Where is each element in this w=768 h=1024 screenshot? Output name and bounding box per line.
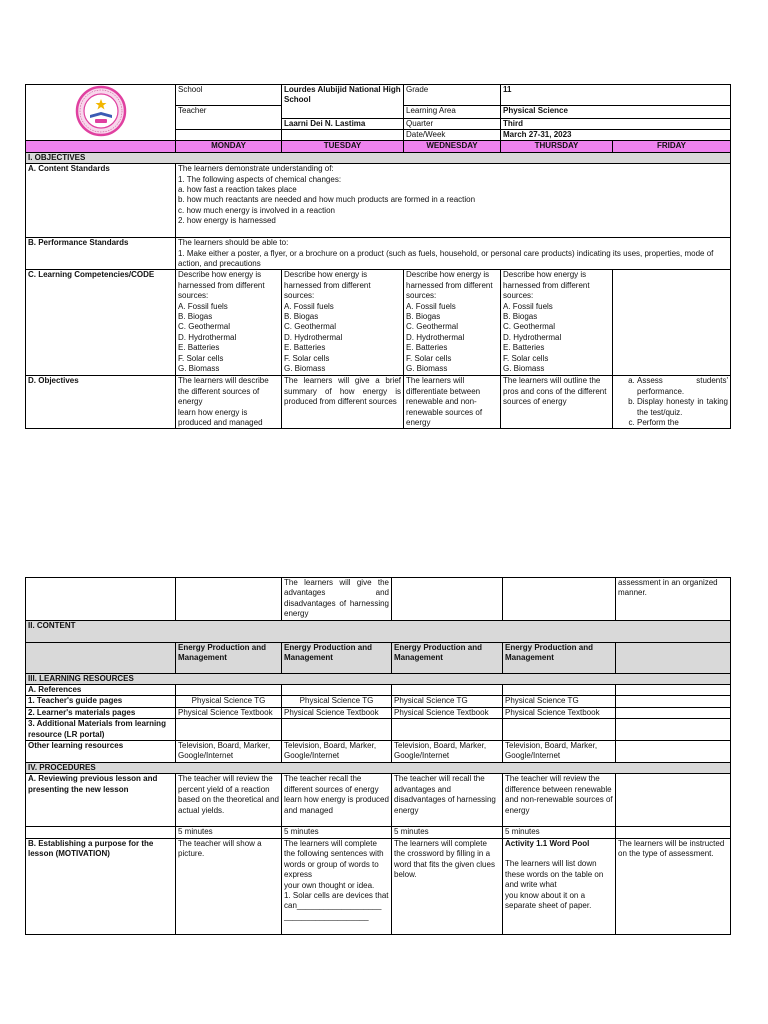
empty-cell bbox=[503, 685, 616, 696]
date-value: March 27-31, 2023 bbox=[501, 130, 731, 141]
day-header-blank bbox=[26, 141, 176, 152]
other-resources-wednesday: Television, Board, Marker, Google/Internet bbox=[392, 741, 503, 763]
reviewing-lesson-label: A. Reviewing previous lesson and presenting the new lesson bbox=[26, 774, 176, 827]
objectives-friday-continued: assessment in an organized manner. bbox=[616, 578, 731, 621]
tg-monday: Physical Science TG bbox=[176, 696, 282, 707]
quarter-label: Quarter bbox=[404, 118, 501, 129]
competencies-tuesday: Describe how energy is harnessed from different sources: A. Fossil fuels B. Biogas C. Geothermal D. Hydrothermal E. Batteries F. Solar cells G. Biomass bbox=[282, 270, 404, 376]
tg-thursday: Physical Science TG bbox=[503, 696, 616, 707]
performance-standards-label: B. Performance Standards bbox=[26, 238, 176, 270]
content-topic-tuesday: Energy Production and Management bbox=[282, 642, 392, 673]
time-wednesday: 5 minutes bbox=[392, 827, 503, 838]
empty-cell bbox=[26, 827, 176, 838]
friday-objective-item: b. Display honesty in taking the test/quiz. bbox=[637, 397, 728, 418]
friday-objective-item: c. Perform the bbox=[637, 418, 728, 428]
empty-cell bbox=[616, 719, 731, 741]
quarter-value: Third bbox=[501, 118, 731, 129]
empty-cell bbox=[503, 578, 616, 621]
empty-cell bbox=[176, 578, 282, 621]
other-resources-label: Other learning resources bbox=[26, 741, 176, 763]
objectives-wednesday: The learners will differentiate between renewable and non-renewable sources of energy bbox=[404, 376, 501, 429]
empty-cell bbox=[392, 685, 503, 696]
lm-thursday: Physical Science Textbook bbox=[503, 707, 616, 718]
empty-cell bbox=[176, 719, 282, 741]
empty-cell bbox=[616, 685, 731, 696]
objectives-friday bbox=[613, 376, 731, 429]
tg-tuesday: Physical Science TG bbox=[282, 696, 392, 707]
empty-cell bbox=[616, 696, 731, 707]
grade-label: Grade bbox=[404, 85, 501, 106]
other-resources-tuesday: Television, Board, Marker, Google/Internet bbox=[282, 741, 392, 763]
objectives-tuesday: The learners will give a brief summary of how energy is produced from different sources bbox=[282, 376, 404, 429]
school-label: School bbox=[176, 85, 282, 106]
competencies-label: C. Learning Competencies/CODE bbox=[26, 270, 176, 376]
empty-cell bbox=[616, 827, 731, 838]
dll-table-page-2 bbox=[25, 577, 731, 935]
empty-cell bbox=[282, 719, 392, 741]
section-learning-resources: III. LEARNING RESOURCES bbox=[26, 673, 731, 684]
activity-description: The learners will list down these words on the table on and write what you know about it on a separate sheet of paper. bbox=[505, 859, 604, 910]
day-header-wednesday: WEDNESDAY bbox=[404, 141, 501, 152]
empty-cell bbox=[616, 741, 731, 763]
friday-objective-item: a. Assess students' performance. bbox=[637, 376, 728, 397]
empty-cell bbox=[176, 130, 282, 141]
lm-wednesday: Physical Science Textbook bbox=[392, 707, 503, 718]
empty-cell bbox=[176, 685, 282, 696]
additional-materials-label: 3. Additional Materials from learning resource (LR portal) bbox=[26, 719, 176, 741]
teacher-label: Teacher bbox=[176, 106, 282, 130]
objectives-monday: The learners will describe the different sources of energy learn how energy is produced and managed bbox=[176, 376, 282, 429]
empty-cell bbox=[392, 719, 503, 741]
empty-cell bbox=[392, 578, 503, 621]
review-tuesday: The teacher recall the different sources of energy learn how energy is produced and managed bbox=[282, 774, 392, 827]
other-resources-monday: Television, Board, Marker, Google/Internet bbox=[176, 741, 282, 763]
competencies-friday bbox=[613, 270, 731, 376]
activity-title: Activity 1.1 Word Pool bbox=[505, 838, 590, 848]
purpose-thursday bbox=[503, 838, 616, 934]
learners-materials-label: 2. Learner's materials pages bbox=[26, 707, 176, 718]
purpose-monday: The teacher will show a picture. bbox=[176, 838, 282, 934]
school-seal-cell bbox=[26, 85, 176, 141]
competencies-monday: Describe how energy is harnessed from different sources: A. Fossil fuels B. Biogas C. Geothermal D. Hydrothermal E. Batteries F. Solar cells G. Biomass bbox=[176, 270, 282, 376]
empty-cell bbox=[282, 685, 392, 696]
establishing-purpose-label: B. Establishing a purpose for the lesson (MOTIVATION) bbox=[26, 838, 176, 934]
content-topic-friday bbox=[616, 642, 731, 673]
empty-cell bbox=[503, 719, 616, 741]
school-value: Lourdes Alubijid National High School bbox=[282, 85, 404, 119]
time-monday: 5 minutes bbox=[176, 827, 282, 838]
day-header-friday: FRIDAY bbox=[613, 141, 731, 152]
learning-area-value: Physical Science bbox=[501, 106, 731, 119]
review-monday: The teacher will review the percent yield of a reaction based on the theoretical and actual yields. bbox=[176, 774, 282, 827]
time-tuesday: 5 minutes bbox=[282, 827, 392, 838]
empty-cell bbox=[616, 707, 731, 718]
friday-objective-list bbox=[615, 376, 728, 428]
teacher-value: Laarni Dei N. Lastima bbox=[282, 118, 404, 129]
objectives-label: D. Objectives bbox=[26, 376, 176, 429]
tg-wednesday: Physical Science TG bbox=[392, 696, 503, 707]
school-seal-logo bbox=[75, 85, 127, 137]
purpose-wednesday: The learners will complete the crossword by filling in a word that fits the given clues below. bbox=[392, 838, 503, 934]
day-header-thursday: THURSDAY bbox=[501, 141, 613, 152]
date-label: Date/Week bbox=[404, 130, 501, 141]
content-standards-label: A. Content Standards bbox=[26, 164, 176, 238]
empty-cell bbox=[282, 130, 404, 141]
grade-value: 11 bbox=[501, 85, 731, 106]
content-topic-thursday: Energy Production and Management bbox=[503, 642, 616, 673]
purpose-tuesday: The learners will complete the following sentences with words or group of words to express your own thought or idea. 1. Solar cells are devices that can___________________ ___________________ bbox=[282, 838, 392, 934]
section-objectives: I. OBJECTIVES bbox=[26, 152, 731, 163]
competencies-thursday: Describe how energy is harnessed from different sources: A. Fossil fuels B. Biogas C. Geothermal D. Hydrothermal E. Batteries F. Solar cells G. Biomass bbox=[501, 270, 613, 376]
competencies-wednesday: Describe how energy is harnessed from different sources: A. Fossil fuels B. Biogas C. Geothermal D. Hydrothermal E. Batteries F. Solar cells G. Biomass bbox=[404, 270, 501, 376]
content-standards-text: The learners demonstrate understanding of: 1. The following aspects of chemical changes: a. how fast a reaction takes place b. how much reactants are needed and how much products are formed in a reaction c. how much energy is involved in a reaction 2. how energy is harnessed bbox=[176, 164, 731, 238]
section-content: II. CONTENT bbox=[26, 620, 731, 642]
day-header-row bbox=[26, 141, 731, 152]
review-thursday: The teacher will review the difference between renewable and non-renewable sources of energy bbox=[503, 774, 616, 827]
content-label-cell bbox=[26, 642, 176, 673]
references-label: A. References bbox=[26, 685, 176, 696]
objectives-thursday: The learners will outline the pros and cons of the different sources of energy bbox=[501, 376, 613, 429]
teachers-guide-label: 1. Teacher's guide pages bbox=[26, 696, 176, 707]
lm-monday: Physical Science Textbook bbox=[176, 707, 282, 718]
lm-tuesday: Physical Science Textbook bbox=[282, 707, 392, 718]
other-resources-thursday: Television, Board, Marker, Google/Internet bbox=[503, 741, 616, 763]
day-header-tuesday: TUESDAY bbox=[282, 141, 404, 152]
day-header-monday: MONDAY bbox=[176, 141, 282, 152]
objectives-tuesday-continued: The learners will give the advantages and disadvantages of harnessing energy bbox=[282, 578, 392, 621]
performance-standards-text: The learners should be able to: 1. Make either a poster, a flyer, or a brochure on a product (such as fuels, household, or personal care products) indicating its uses, properties, mode of action, and precautions bbox=[176, 238, 731, 270]
content-topic-monday: Energy Production and Management bbox=[176, 642, 282, 673]
content-topic-wednesday: Energy Production and Management bbox=[392, 642, 503, 673]
time-thursday: 5 minutes bbox=[503, 827, 616, 838]
purpose-friday: The learners will be instructed on the type of assessment. bbox=[616, 838, 731, 934]
dll-table-page-1 bbox=[25, 84, 731, 429]
review-wednesday: The teacher will recall the advantages and disadvantages of harnessing energy bbox=[392, 774, 503, 827]
learning-area-label: Learning Area bbox=[404, 106, 501, 119]
empty-cell bbox=[26, 578, 176, 621]
empty-cell bbox=[616, 774, 731, 827]
section-procedures: IV. PROCEDURES bbox=[26, 763, 731, 774]
